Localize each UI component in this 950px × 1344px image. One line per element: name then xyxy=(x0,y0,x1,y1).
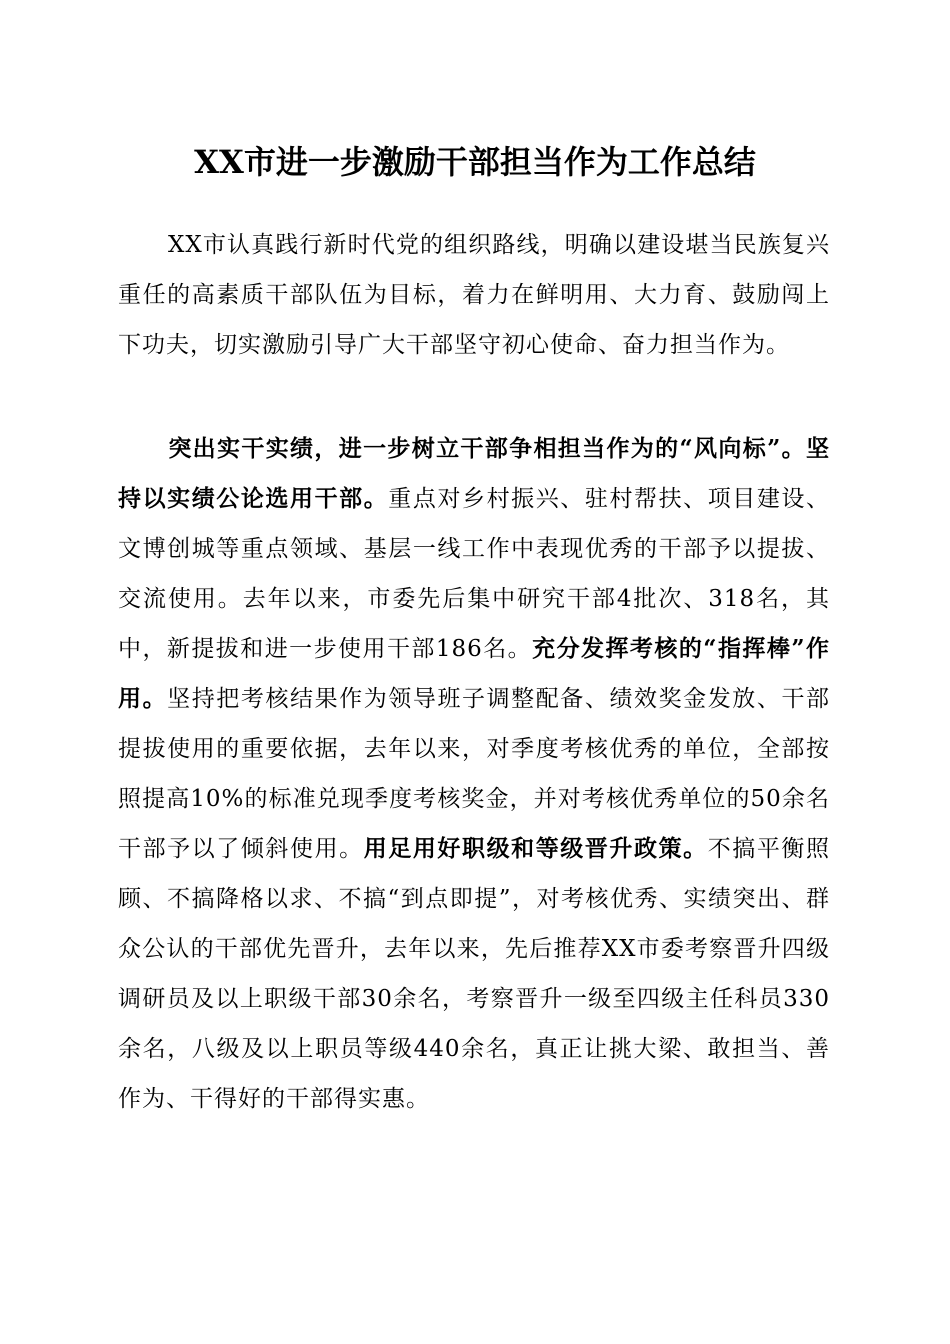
section-heading: 充分发挥考核的“指挥棒”作用。 xyxy=(118,635,830,712)
paragraph-text: XX市认真践行新时代党的组织路线，明确以建设堪当民族复兴重任的高素质干部队伍为目标，着力在鲜明用、大力育、鼓励闯上下功夫，切实激励引导广大干部坚守初心使命、奋力担当作为。 xyxy=(118,232,830,358)
paragraph-main xyxy=(118,424,830,1124)
paragraph-text: 重点对乡村振兴、驻村帮扶、项目建设、文博创城等重点领域、基层一线工作中表现优秀的干部予以提拔、交流使用。去年以来，市委先后集中研究干部4批次、318名，其中，新提拔和进一步使用干部186名。 xyxy=(118,486,831,662)
paragraph-text: 坚持把考核结果作为领导班子调整配备、绩效奖金发放、干部提拔使用的重要依据，去年以来，对季度考核优秀的单位，全部按照提高10%的标准兑现季度考核奖金，并对考核优秀单位的50余名干部予以了倾斜使用。 xyxy=(118,686,831,862)
paragraph-text: 不搞平衡照顾、不搞降格以求、不搞“到点即提”，对考核优秀、实绩突出、群众公认的干部优先晋升，去年以来，先后推荐XX市委考察晋升四级调研员及以上职级干部30余名，考察晋升一级至四级主任科员330余名，八级及以上职员等级440余名，真正让挑大梁、敢担当、善作为、干得好的干部得实惠。 xyxy=(118,836,831,1112)
section-heading: 用足用好职级和等级晋升政策。 xyxy=(363,835,708,862)
document-title: XX市进一步激励干部担当作为工作总结 xyxy=(194,143,756,181)
section-heading: 突出实干实绩，进一步树立干部争相担当作为的“风向标”。坚持以实绩公论选用干部。 xyxy=(118,435,830,512)
paragraph-intro xyxy=(118,220,830,370)
